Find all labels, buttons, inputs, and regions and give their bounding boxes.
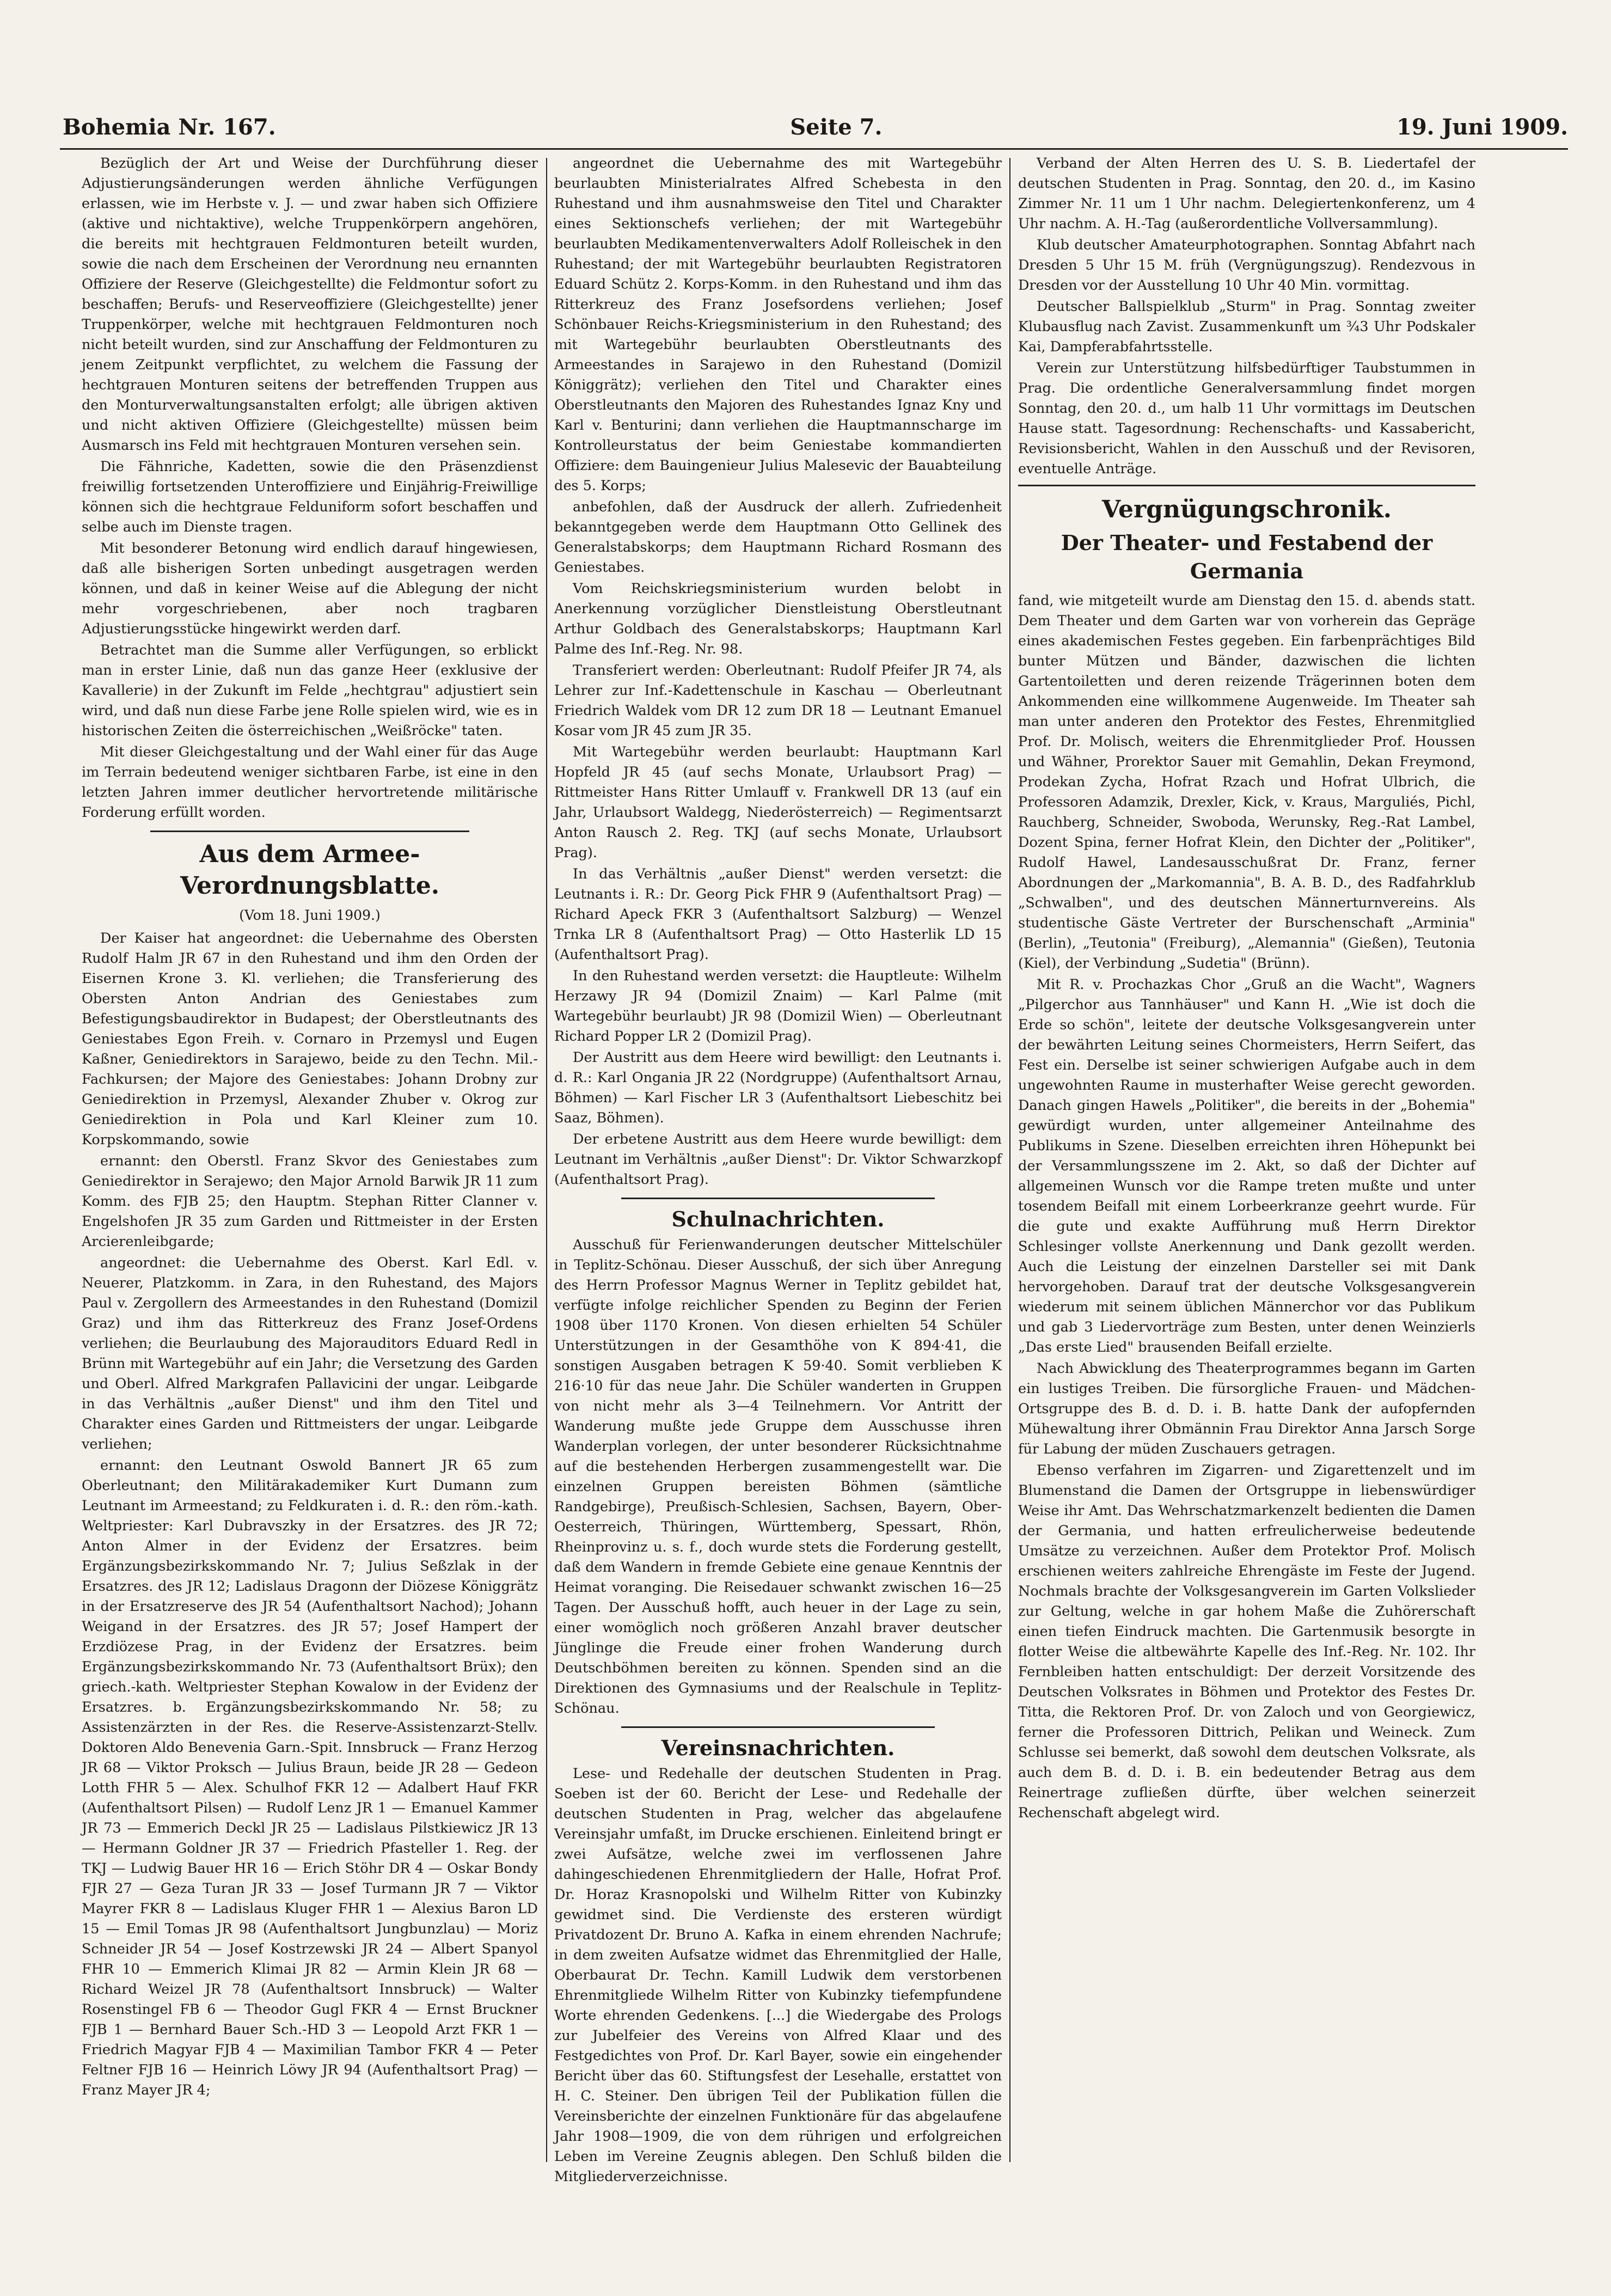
column-1 [82, 154, 538, 2169]
column-2 [554, 154, 1002, 2185]
section-divider [150, 831, 470, 832]
section-title-armee-verordnungsblatt: Aus dem Armee-Verordnungsblatte. [180, 840, 440, 900]
column-3 [1018, 154, 1475, 2169]
col3-paragraph: Deutscher Ballspielklub „Sturm" in Prag. Sonntag zweiter Klubausflug nach Zavist. Zusammenkunft um ¾3 Uhr Podskaler Kai, Dampferabfahrtsstelle. [1018, 298, 1475, 355]
column-rule-1 [546, 158, 547, 2162]
section-divider [621, 1198, 934, 1199]
col2-paragraph: Der erbetene Austritt aus dem Heere wurde bewilligt: dem Leutnant im Verhältnis „außer Dienst": Dr. Viktor Schwarzkopf (Aufenthaltsort Prag). [554, 1131, 1002, 1188]
col1-paragraph: Mit dieser Gleichgestaltung und der Wahl einer für das Auge im Terrain bedeutend weniger sichtbaren Farbe, ist eine in den letzten Jahren immer deutlicher hervortretende militärische Forderung erfüllt worden. [82, 744, 538, 821]
col3-section-paragraph: Ebenso verfahren im Zigarren- und Zigarettenzelt und im Blumenstand die Damen der Ortsgruppe in liebenswürdiger Weise ihr Amt. Das Wehrschatzmarkenzelt bedienten die Damen der Germania, und hatten erfreulicherweise bedeutende Umsätze zu verzeichnen. Außer dem Protektor Prof. Molisch erschienen weiters zahlreiche Ehrengäste im Feste der Jugend. Nochmals brachte der Volksgesangverein im Garten Volkslieder zur Geltung, welche in gar hohem Maße die Zuhörerschaft einen tiefen Eindruck machten. Die Gartenmusik besorgte in flotter Weise die altbewährte Kapelle des Inf.-Reg. Nr. 102. Ihr Fernbleiben hatten entschuldigt: Der derzeit Vorsitzende des Deutschen Volksrates in Böhmen und Protektor des Festes Dr. Titta, die Rektoren Prof. Dr. von Zaloch und von Georgiewicz, ferner die Professoren Dittrich, Pelikan und Weineck. Zum Schlusse sei bemerkt, daß sowohl dem deutschen Volksrate, als auch dem B. d. D. i. B. ein bedeutender Betrag aus dem Reinertrage zufließen dürfte, über welchen seinerzeit Rechenschaft abgelegt wird. [1018, 1462, 1475, 1821]
col1-section-paragraph: ernannt: den Leutnant Oswold Bannert JR 65 zum Oberleutnant; den Militärakademiker Kurt Dumann zum Leutnant im Armeestand; zu Feldkuraten i. d. R.: den röm.-kath. Weltpriester: Karl Dubravszky in der Ersatzres. des JR 72; Anton Almer in der Evidenz der Ersatzres. beim Ergänzungsbezirkskommando Nr. 7; Julius Seßzlak in der Ersatzres. des JR 12; Ladislaus Dragonn der Diözese Königgrätz in der Ersatzreserve des JR 54 (Aufenthaltsort Nachod); Johann Weigand in der Ersatzres. des JR 57; Josef Hampert der Erzdiözese Prag, in der Evidenz der Ersatzres. beim Ergänzungsbezirkskommando Nr. 73 (Aufenthaltsort Brüx); den griech.-kath. Weltpriester Stephan Kowalow in der Evidenz der Ersatzres. b. Ergänzungsbezirkskommando Nr. 58; zu Assistenzärzten in der Res. die Reserve-Assistenzarzt-Stellv. Doktoren Aldo Benevenia Garn.-Spit. Innsbruck — Franz Herzog JR 68 — Viktor Proksch — Julius Braun, beide JR 28 — Gedeon Lotth FHR 5 — Alex. Schulhof FKR 12 — Adalbert Hauf FKR (Aufenthaltsort Pilsen) — Rudolf Lenz JR 1 — Emanuel Kammer JR 73 — Emmerich Deckl JR 25 — Ladislaus Pilstkiewicz JR 13 — Hermann Goldner JR 37 — Friedrich Pfasteller 1. Reg. der TKJ — Ludwig Bauer HR 16 — Erich Stöhr DR 4 — Oskar Bondy FJR 27 — Geza Turan JR 33 — Josef Turmann JR 7 — Viktor Mayrer FKR 8 — Ladislaus Kluger FHR 1 — Alexius Baron LD 15 — Emil Tomas JR 98 (Aufenthaltsort Jungbunzlau) — Moriz Schneider JR 54 — Josef Kostrzewski JR 24 — Albert Spanyol FHR 10 — Emmerich Klimai JR 82 — Armin Klein JR 68 — Richard Weizel JR 78 (Aufenthaltsort Innsbruck) — Walter Rosenstingel FB 6 — Theodor Gugl FKR 4 — Ernst Bruckner FJB 1 — Bernhard Bauer Sch.-HD 3 — Leopold Arzt FKR 1 — Friedrich Magyar FJB 4 — Maximilian Tambor FKR 4 — Peter Feltner FJB 16 — Heinrich Löwy JR 94 (Aufenthaltsort Prag) — Franz Mayer JR 4; [82, 1457, 538, 2098]
col3-section-paragraph: Nach Abwicklung des Theaterprogrammes begann im Garten ein lustiges Treiben. Die fürsorgliche Frauen- und Mädchen-Ortsgruppe des B. d. D. i. B. hatte Dank der aufopfernden Mühewaltung ihrer Obmännin Frau Direktor Anna Jarsch Sorge für Labung der müden Zuschauers getragen. [1018, 1360, 1475, 1457]
column-rule-2 [1009, 158, 1010, 2162]
header-date: 19. Juni 1909. [1396, 114, 1568, 140]
col2-paragraph: In das Verhältnis „außer Dienst" werden versetzt: die Leutnants i. R.: Dr. Georg Pick FHR 9 (Aufenthaltsort Prag) — Richard Apeck FKR 3 (Aufenthaltsort Salzburg) — Wenzel Trnka LR 8 (Aufenthaltsort Prag) — Otto Hasterlik LD 15 (Aufenthaltsort Prag). [554, 866, 1002, 963]
col2-paragraph: Vom Reichskriegsministerium wurden belobt in Anerkennung vorzüglicher Dienstleistung Oberstleutnant Arthur Goldbach des Generalstabskorps; Hauptmann Karl Palme des Inf.-Reg. Nr. 98. [554, 581, 1002, 657]
col2-section3-paragraph: Lese- und Redehalle der deutschen Studenten in Prag. Soeben ist der 60. Bericht der Lese- und Redehalle der deutschen Studenten in Prag, welcher das abgelaufene Vereinsjahr umfaßt, im Drucke erschienen. Einleitend bringt er zwei Aufsätze, welche zwei im verflossenen Jahre dahingeschiedenen Ehrenmitgliedern der Halle, Hofrat Prof. Dr. Horaz Krasnopolski und Wilhelm Ritter von Kubinzky gewidmet sind. Die Verdienste des ersteren würdigt Privatdozent Dr. Bruno A. Kafka in einem ehrenden Nachrufe; in dem zweiten Aufsatze widmet das Ehrenmitglied der Halle, Oberbaurat Dr. Techn. Kamill Ludwik dem verstorbenen Ehrenmitgliede Wilhelm Ritter von Kubinzky tiefempfundene Worte ehrenden Gedenkens. [...] die Wiedergabe des Prologs zur Jubelfeier des Vereins von Alfred Klaar und des Festgedichtes von Prof. Dr. Karl Bayer, sowie ein eingehender Bericht über das 60. Stiftungsfest der Lesehalle, erstattet von H. C. Steiner. Den übrigen Teil der Publikation füllen die Vereinsberichte der einzelnen Funktionäre für das abgelaufene Jahr 1908—1909, die von dem rührigen und erfolgreichen Leben im Vereine Zeugnis ablegen. Den Schluß bilden die Mitgliederverzeichnisse. [554, 1766, 1002, 2185]
col2-paragraph: Transferiert werden: Oberleutnant: Rudolf Pfeifer JR 74, als Lehrer zur Inf.-Kadettenschule in Kaschau — Oberleutnant Friedrich Waldek vom DR 12 zum DR 18 — Leutnant Emanuel Kosar vom JR 45 zum JR 35. [554, 662, 1002, 739]
col1-section-paragraph: ernannt: den Oberstl. Franz Skvor des Geniestabes zum Geniedirektor in Serajewo; den Major Arnold Barwik JR 11 zum Komm. des FJB 25; den Hauptm. Stephan Ritter Clanner v. Engelshofen JR 35 zum Garden und Rittmeister in der Ersten Arcierenleibgarde; [82, 1153, 538, 1250]
col1-paragraph: Betrachtet man die Summe aller Verfügungen, so erblickt man in erster Linie, daß nun das ganze Heer (exklusive der Kavallerie) in der Zukunft im Felde „hechtgrau" adjustiert sein wird, und daß nun diese Farbe jene Rolle spielen wird, wie es in historischen Zeiten die österreichischen „Weißröcke" taten. [82, 642, 538, 739]
col1-paragraph: Bezüglich der Art und Weise der Durchführung dieser Adjustierungsänderungen werden ähnliche Verfügungen erlassen, wie im Herbste v. J. — und zwar haben sich Offiziere (aktive und nichtaktive), welche Truppenkörpern angehören, die bereits mit hechtgrauen Feldmonturen beteilt wurden, sowie die nach dem Erscheinen der Verordnung neu ernannten Offiziere der Reserve (Gleichgestellte) die Feldmontur sofort zu beschaffen; Berufs- und Reserveoffiziere (Gleichgestellte) jener Truppenkörper, welche mit hechtgrauen Feldmonturen noch nicht beteilt wurden, sind zur Anschaffung der Feldmonturen zu jenem Zeitpunkt verpflichtet, zu welchem die Fassung der hechtgrauen Monturen seitens der betreffenden Truppen aus den Monturverwaltungsanstalten erfolgt; alle übrigen aktiven und nicht aktiven Offiziere (Gleichgestellte) müssen beim Ausmarsch ins Feld mit hechtgrauen Monturen versehen sein. [82, 155, 538, 454]
col2-section2-paragraph: Ausschuß für Ferienwanderungen deutscher Mittelschüler in Teplitz-Schönau. Dieser Ausschuß, der sich über Anregung des Herrn Professor Magnus Werner in Teplitz gebildet hat, verfügte infolge reichlicher Spenden zu Beginn der Ferien 1908 über 1170 Kronen. Von diesen erhielten 54 Schüler Unterstützungen in der Gesamthöhe von K 894·41, die sonstigen Ausgaben betragen K 59·40. Somit verblieben K 216·10 für das neue Jahr. Die Schüler wanderten in Gruppen von nicht mehr als 3—4 Teilnehmern. Vor Antritt der Wanderung mußte jede Gruppe dem Ausschusse ihren Wanderplan vorlegen, der unter besonderer Rücksichtnahme auf die bestehenden Herbergen zusammengestellt war. Die einzelnen Gruppen bereisten Böhmen (sämtliche Randgebirge), Preußisch-Schlesien, Sachsen, Bayern, Ober-Oesterreich, Thüringen, Württemberg, Spessart, Rhön, Rheinprovinz u. s. f., doch wurde stets die Forderung gestellt, daß dem Wandern in fremde Gebiete eine genaue Kenntnis der Heimat voranging. Die Reisedauer schwankt zwischen 16—25 Tagen. Der Ausschuß hofft, auch heuer in der Lage zu sein, einer womöglich noch größeren Anzahl braver deutscher Jünglinge die Freude einer frohen Wanderung durch Deutschböhmen bereiten zu können. Spenden sind an die Direktionen des Gymnasiums und der Realschule in Teplitz-Schönau. [554, 1237, 1002, 1717]
section-title-vergnuegungschronik: Vergnügungschronik. [1101, 496, 1392, 523]
section-title-vereinsnachrichten: Vereinsnachrichten. [661, 1736, 895, 1760]
col3-section-paragraph: fand, wie mitgeteilt wurde am Dienstag den 15. d. abends statt. Dem Theater und dem Garten war von vorherein das Gepräge eines akademischen Festes gegeben. Ein farbenprächtiges Bild bunter Mützen und Bänder, dazwischen die lichten Gartentoiletten und deren reizende Trägerinnen boten dem Ankommenden eine willkommene Augenweide. Im Theater sah man unter anderen den Protektor des Festes, Ehrenmitglied Prof. Dr. Molisch, weiters die Ehrenmitglieder Prof. Houssen und Wähner, Prorektor Sauer mit Gemahlin, Dekan Freymond, Prodekan Zycha, Hofrat Rzach und Hofrat Ulbrich, die Professoren Adamzik, Drexler, Kick, v. Kraus, Marguliés, Pichl, Rauchberg, Schneider, Swoboda, Werunsky, Reg.-Rat Lambel, Dozent Spina, ferner Hofrat Klein, den Dichter der „Politiker", Rudolf Hawel, Landesausschußrat Dr. Franz, ferner Abordnungen der „Markomannia", B. A. B. D., des Radfahrklub „Schwalben", und des deutschen Männerturnvereins. Als studentische Gäste Vertreter der Burschenschaft „Arminia" (Berlin), „Teutonia" (Freiburg), „Alemannia" (Gießen), Teutonia (Kiel), der Verbindung „Sudetia" (Brünn). [1018, 593, 1475, 972]
section-title-schulnachrichten: Schulnachrichten. [671, 1207, 885, 1231]
col1-section-paragraph: Der Kaiser hat angeordnet: die Uebernahme des Obersten Rudolf Halm JR 67 in den Ruhestand und ihm den Orden der Eisernen Krone 3. Kl. verliehen; die Transferierung des Obersten Anton Andrian des Geniestabes zum Befestigungsbaudirektor in Budapest; der Oberstleutnants des Geniestabes Egon Freih. v. Cornaro in Przemysl und Eugen Kaßner, Geniedirektors in Sarajewo, beide zu den Techn. Mil.-Fachkursen; der Majore des Geniestabes: Johann Drobny zur Geniedirektion in Przemysl, Alexander Zhuber v. Okrog zur Geniedirektion in Pola und Karl Kleiner zum 10. Korpskommando, sowie [82, 930, 538, 1148]
col2-paragraph: Der Austritt aus dem Heere wird bewilligt: den Leutnants i. d. R.: Karl Ongania JR 22 (Nordgruppe) (Aufenthaltsort Arnau, Böhmen) — Karl Fischer LR 3 (Aufenthaltsort Liebeschitz bei Saaz, Böhmen). [554, 1049, 1002, 1126]
section-divider [1018, 485, 1475, 486]
page-header [63, 108, 1568, 146]
header-page-number: Seite 7. [790, 114, 883, 140]
col1-paragraph: Die Fähnriche, Kadetten, sowie die den Präsenzdienst freiwillig fortsetzenden Unteroffiziere und Einjährig-Freiwillige können sich die hechtgraue Felduniform sofort beschaffen und selbe auch im Dienste tragen. [82, 459, 538, 535]
col3-paragraph: Verband der Alten Herren des U. S. B. Liedertafel der deutschen Studenten in Prag. Sonntag, den 20. d., im Kasino Zimmer Nr. 11 um 1 Uhr nachm. Delegiertenkonferenz, um 4 Uhr nachm. A. H.-Tag (außerordentliche Vollversammlung). [1018, 155, 1475, 232]
col2-paragraph: angeordnet die Uebernahme des mit Wartegebühr beurlaubten Ministerialrates Alfred Schebesta in den Ruhestand und ihm ausnahmsweise den Titel und Charakter eines Sektionschefs verliehen; der mit Wartegebühr beurlaubten Medikamentenverwalters Adolf Rolleischek in den Ruhestand; der mit Wartegebühr beurlaubten Registratoren Eduard Schütz 2. Korps-Komm. in den Ruhestand und ihm das Ritterkreuz des Franz Josefsordens verliehen; Josef Schönbauer Reichs-Kriegsministerium in den Ruhestand; des mit Wartegebühr beurlaubten Oberstleutnants des Armeestandes in Sarajewo in den Ruhestand (Domizil Königgrätz); verliehen den Titel und Charakter eines Oberstleutnants den Majoren des Ruhestandes Ignaz Kny und Karl v. Benturini; dann verliehen die Hauptmannscharge im Kontrolleurstatus der beim Geniestabe kommandierten Offiziere: dem Bauingenieur Julius Malesevic der Bauabteilung des 5. Korps; [554, 155, 1002, 494]
col2-paragraph: In den Ruhestand werden versetzt: die Hauptleute: Wilhelm Herzawy JR 94 (Domizil Znaim) — Karl Palme (mit Wartegebühr beurlaubt) JR 98 (Domizil Wien) — Oberleutnant Richard Popper LR 2 (Domizil Prag). [554, 968, 1002, 1045]
section-subtitle-germania: Der Theater- und Festabend der Germania [1061, 530, 1433, 583]
col2-paragraph: anbefohlen, daß der Ausdruck der allerh. Zufriedenheit bekanntgegeben werde dem Hauptmann Otto Gellinek des Generalstabskorps; dem Hauptmann Richard Rosmann des Geniestabes. [554, 499, 1002, 576]
col3-section-paragraph: Mit R. v. Prochazkas Chor „Gruß an die Wacht", Wagners „Pilgerchor aus Tannhäuser" und Kann H. „Wie ist doch die Erde so schön", leitete der deutsche Volksgesangverein unter der bewährten Leitung seines Chormeisters, Herrn Seifert, das Fest ein. Derselbe ist seiner schwierigen Aufgabe auch in dem ungewohnten Raume in musterhafter Weise gerecht geworden. Danach gingen Hawels „Politiker", die bereits in der „Bohemia" gewürdigt wurden, unter allgemeiner Anteilnahme des Publikums in Szene. Dieselben erreichten ihren Höhepunkt bei der Versammlungsszene im 2. Akt, so daß der Dichter auf allgemeinen Wunsch vor die Rampe treten mußte und unter tosendem Beifall mit einem Lorbeerkranze geehrt wurde. Für die gute und exakte Aufführung muß Herrn Direktor Schlesinger vollste Anerkennung und Dank gezollt werden. Auch die Leistung der einzelnen Darsteller sei mit Dank hervorgehoben. Darauf trat der deutsche Volksgesangverein wiederum mit seinem üblichen Männerchor vor das Publikum und gab 3 Liedervorträge zum Besten, unter denen Weinzierls „Das erste Lied" brausenden Beifall erzielte. [1018, 976, 1475, 1355]
col2-paragraph: Mit Wartegebühr werden beurlaubt: Hauptmann Karl Hopfeld JR 45 (auf sechs Monate, Urlaubsort Prag) — Rittmeister Hans Ritter Umlauff v. Frankwell DR 13 (auf ein Jahr, Urlaubsort Waldegg, Niederösterreich) — Regimentsarzt Anton Rausch 2. Reg. TKJ (auf sechs Monate, Urlaubsort Prag). [554, 744, 1002, 861]
section-divider [621, 1726, 934, 1728]
header-issue: Bohemia Nr. 167. [63, 114, 276, 140]
header-rule [60, 148, 1568, 150]
col1-paragraph: Mit besonderer Betonung wird endlich darauf hingewiesen, daß alle bisherigen Sorten unbedingt ausgetragen werden können, und daß in keiner Weise auf die Ablegung der nicht mehr vorgeschriebenen, aber noch tragbaren Adjustierungsstücke hingewirkt werden darf. [82, 540, 538, 637]
section-dateline: (Vom 18. Juni 1909.) [239, 907, 381, 923]
col1-section-paragraph: angeordnet: die Uebernahme des Oberst. Karl Edl. v. Neuerer, Platzkomm. in Zara, in den Ruhestand, des Majors Paul v. Zergollern des Armeestandes in den Ruhestand (Domizil Graz) und ihm das Ritterkreuz des Franz Josef-Ordens verliehen; die Beurlaubung des Majorauditors Eduard Redl in Brünn mit Wartegebühr auf ein Jahr; die Versetzung des Garden und Oberl. Alfred Markgrafen Pallavicini der ungar. Leibgarde in das Verhältnis „außer Dienst" und ihm den Titel und Charakter eines Garden und Rittmeisters der ungar. Leibgarde verliehen; [82, 1255, 538, 1452]
col3-paragraph: Klub deutscher Amateurphotographen. Sonntag Abfahrt nach Dresden 5 Uhr 15 M. früh (Vergnügungszug). Rendezvous in Dresden vor der Ausstellung 10 Uhr 40 Min. vormittag. [1018, 237, 1475, 294]
col3-paragraph: Verein zur Unterstützung hilfsbedürftiger Taubstummen in Prag. Die ordentliche Generalversammlung findet morgen Sonntag, den 20. d., um halb 11 Uhr vormittags im Deutschen Hause statt. Tagesordnung: Rechenschafts- und Kassabericht, Revisionsbericht, Wahlen in den Ausschuß und der Revisoren, eventuelle Anträge. [1018, 360, 1475, 477]
